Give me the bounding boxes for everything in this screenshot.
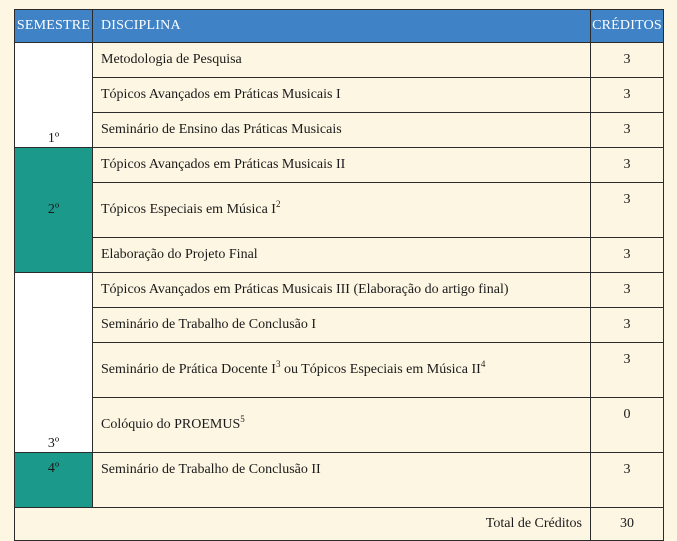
discipline-cell: Seminário de Ensino das Práticas Musicais: [93, 113, 591, 148]
table-row: [15, 273, 664, 308]
discipline-cell: Elaboração do Projeto Final: [93, 238, 591, 273]
header-discipline: DISCIPLINA: [93, 10, 591, 43]
discipline-cell: Tópicos Avançados em Práticas Musicais III (Elaboração do artigo final): [93, 273, 591, 308]
footnote-ref: 2: [275, 199, 281, 209]
semester-cell-3: 3º: [15, 273, 93, 453]
footnote-ref: 4: [480, 359, 486, 369]
curriculum-table: [14, 9, 664, 541]
discipline-cell: Metodologia de Pesquisa: [93, 43, 591, 78]
table-row: [15, 343, 664, 398]
credits-cell: 3: [591, 43, 664, 78]
table-row: [15, 398, 664, 453]
table-row: [15, 113, 664, 148]
semester-cell-2: 2º: [15, 148, 93, 273]
credits-cell: 3: [591, 113, 664, 148]
credits-cell: 3: [591, 78, 664, 113]
discipline-cell: [93, 183, 591, 238]
table-row: [15, 238, 664, 273]
semester-cell-4: 4º: [15, 453, 93, 508]
discipline-cell: Seminário de Trabalho de Conclusão I: [93, 308, 591, 343]
footnote-ref: 3: [275, 359, 281, 369]
header-credits: CRÉDITOS: [591, 10, 664, 43]
total-row: [15, 508, 664, 541]
table-row: [15, 43, 664, 78]
credits-cell: 3: [591, 183, 664, 238]
discipline-cell: Seminário de Trabalho de Conclusão II: [93, 453, 591, 508]
discipline-text: Tópicos Especiais em Música I: [101, 202, 276, 217]
discipline-text: ou Tópicos Especiais em Música II: [280, 362, 481, 377]
semester-cell-1: 1º: [15, 43, 93, 148]
credits-cell: 3: [591, 148, 664, 183]
table-row: [15, 183, 664, 238]
table-row: [15, 308, 664, 343]
table-row: [15, 148, 664, 183]
total-label: Total de Créditos: [15, 508, 591, 541]
table-row: [15, 453, 664, 508]
discipline-cell: Tópicos Avançados em Práticas Musicais I: [93, 78, 591, 113]
total-value: 30: [591, 508, 664, 541]
credits-cell: 3: [591, 273, 664, 308]
credits-cell: 3: [591, 308, 664, 343]
credits-cell: 0: [591, 398, 664, 453]
table-row: [15, 78, 664, 113]
discipline-cell: Tópicos Avançados em Práticas Musicais II: [93, 148, 591, 183]
discipline-text: Colóquio do PROEMUS: [101, 417, 241, 432]
credits-cell: 3: [591, 343, 664, 398]
header-row: [15, 10, 664, 43]
footnote-ref: 5: [240, 414, 245, 424]
discipline-cell: [93, 398, 591, 453]
discipline-text: Seminário de Prática Docente I: [101, 362, 276, 377]
credits-cell: 3: [591, 238, 664, 273]
discipline-cell: [93, 343, 591, 398]
header-semester: SEMESTRE: [15, 10, 93, 43]
credits-cell: 3: [591, 453, 664, 508]
